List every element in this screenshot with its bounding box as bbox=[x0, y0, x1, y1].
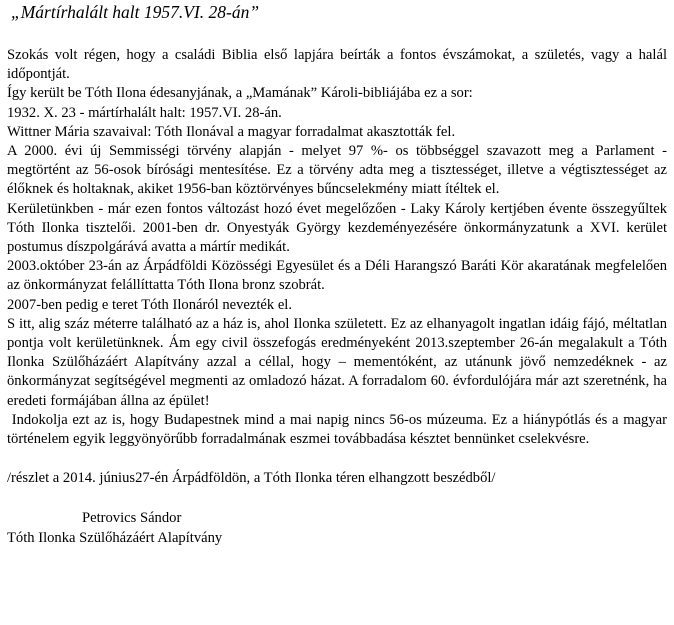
document-page bbox=[7, 0, 671, 548]
paragraph-6: Kerületünkben - már ezen fontos változást hozó évet megelőzően - Laky Károly kertjében évente összegyűltek Tóth Ilonka tisztelői. 2001-ben dr. Onyestyák György kezdeményezésére önkormányzatunk a XVI. kerület postumus díszpolgárává avatta a mártír medikát. bbox=[7, 200, 667, 256]
paragraph-9: S itt, alig száz méterre található az a ház is, ahol Ilonka született. Ez az elhanyagolt ingatlan idáig fájó, méltatlan pontja volt kerületünknek. Ám egy civil összefogás eredményeként 2013.szeptember 26-án megalakult a Tóth Ilonka Szülőházáért Alapítvány azzal a céllal, hogy – mementóként, az utánunk jövő nemzedéknek - az önkormányzat segítségével megmenti az omladozó házat. A forradalom 60. évfordulójára már azt szeretnénk, ha eredeti formájában állna az épület! bbox=[7, 315, 667, 409]
document-title: „Mártírhalált halt 1957.VI. 28-án” bbox=[11, 2, 260, 22]
paragraph-7: 2003.október 23-án az Árpádföldi Közösségi Egyesület és a Déli Harangszó Baráti Kör akaratának megfelelően az önkormányzat felállíttatta Tóth Ilona bronz szobrát. bbox=[7, 258, 667, 294]
signature-name: Petrovics Sándor bbox=[82, 510, 182, 527]
signature-organization: Tóth Ilonka Szülőházáért Alapítvány bbox=[7, 529, 223, 546]
paragraph-2: Így került be Tóth Ilona édesanyjának, a „Mamának” Károli-bibliájába ez a sor: bbox=[7, 85, 473, 102]
paragraph-3: 1932. X. 23 - mártírhalált halt: 1957.VI. 28-án. bbox=[7, 104, 282, 121]
paragraph-10: Indokolja ezt az is, hogy Budapestnek mind a mai napig nincs 56-os múzeuma. Ez a hiánypótlás és a magyar történelem egyik leggyönyörűbb forradalmának eszmei továbbadása késztet bennünket cselekvésre. bbox=[7, 411, 671, 448]
paragraph-4: Wittner Mária szavaival: Tóth Ilonával a magyar forradalmat akasztották fel. bbox=[7, 123, 456, 140]
source-note: /részlet a 2014. június27-én Árpádföldön, a Tóth Ilonka téren elhangzott beszédből/ bbox=[7, 470, 496, 487]
document-body bbox=[7, 46, 671, 449]
paragraph-1: Szokás volt régen, hogy a családi Biblia első lapjára beírták a fontos évszámokat, a születés, vagy a halál időpontját. bbox=[7, 47, 667, 83]
signature-block bbox=[7, 509, 667, 548]
paragraph-5: A 2000. évi új Semmisségi törvény alapján - melyet 97 %- os többséggel szavazott meg a Parlament - megtörtént az 56-osok bírósági mentesítése. Ez a törvény adta meg a tisztességet, illetve a végtisztességet az élőknek és holtaknak, akiket 1956-ban köztörvényes bűncselekmény miatt ítéltek el. bbox=[7, 143, 667, 198]
paragraph-8: 2007-ben pedig e teret Tóth Ilonáról nevezték el. bbox=[7, 296, 293, 313]
